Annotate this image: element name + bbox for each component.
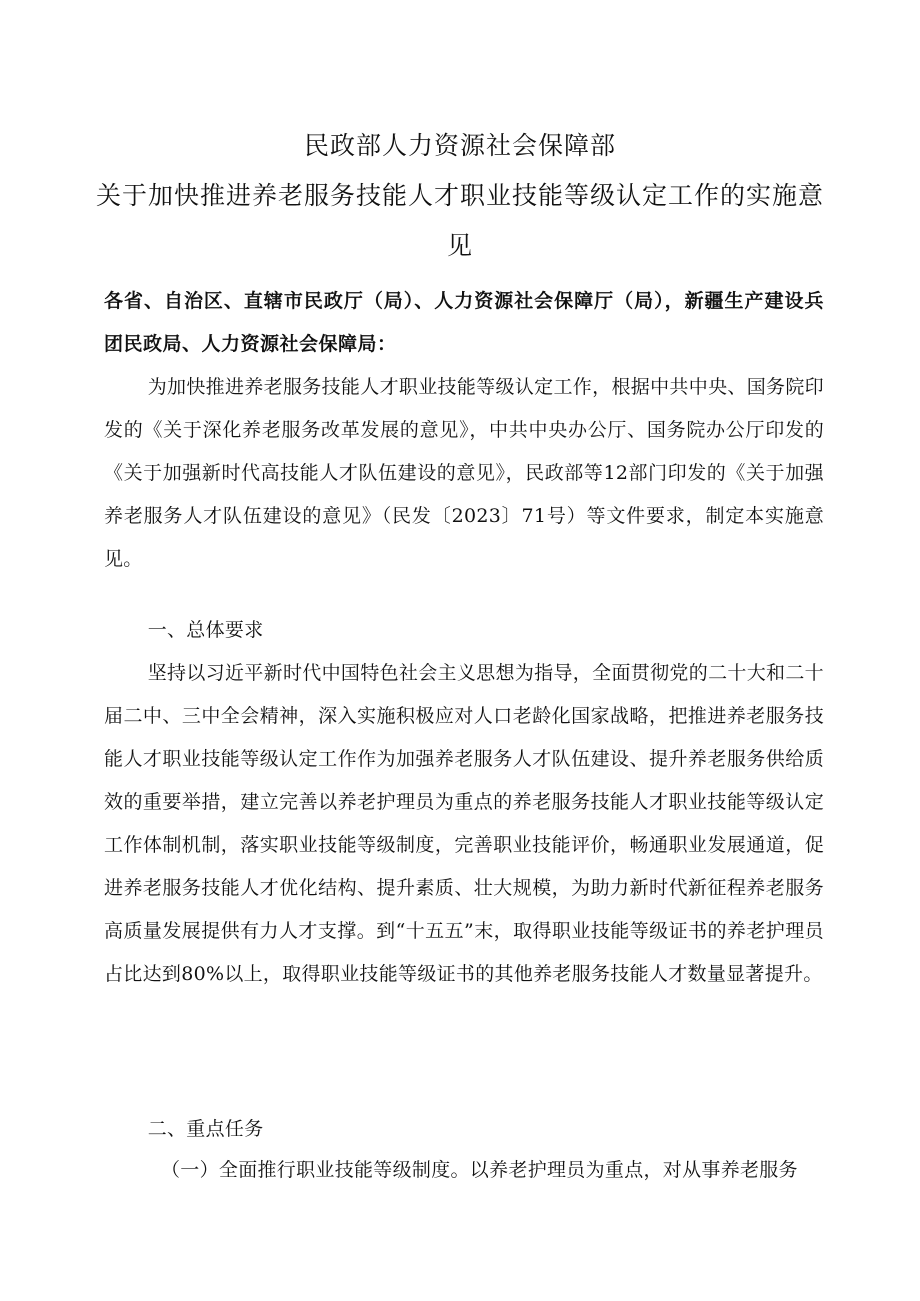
general-requirements-paragraph: 坚持以习近平新时代中国特色社会主义思想为指导，全面贯彻党的二十大和二十届二中、三中全会精神，深入实施积极应对人口老龄化国家战略，把推进养老服务技能人才职业技能等级认定工作作为加强养老服务人才队伍建设、提升养老服务供给质效的重要举措，建立完善以养老护理员为重点的养老服务技能人才职业技能等级认定工作体制机制，落实职业技能等级制度，完善职业技能评价，畅通职业发展通道，促进养老服务技能人才优化结构、提升素质、壮大规模，为助力新时代新征程养老服务高质量发展提供有力人才支撑。到“十五五”末，取得职业技能等级证书的养老护理员占比达到80%以上，取得职业技能等级证书的其他养老服务技能人才数量显著提升。 bbox=[104, 662, 824, 985]
intro-paragraph: 为加快推进养老服务技能人才职业技能等级认定工作，根据中共中央、国务院印发的《关于深化养老服务改革发展的意见》，中共中央办公厅、国务院办公厅印发的《关于加强新时代高技能人才队伍建设的意见》，民政部等12部门印发的《关于加强养老服务人才队伍建设的意见》（民发〔2023〕71号）等文件要求，制定本实施意见。 bbox=[104, 376, 824, 570]
document-title-line-3: 见 bbox=[446, 231, 473, 260]
section-heading-key-tasks: 二、重点任务 bbox=[147, 1118, 264, 1140]
addressee: 各省、自治区、直辖市民政厅（局）、人力资源社会保障厅（局），新疆生产建设兵团民政局、人力资源社会保障局： bbox=[104, 290, 824, 355]
document-title-line-2: 关于加快推进养老服务技能人才职业技能等级认定工作的实施意 bbox=[95, 181, 824, 210]
document-title-line-1: 民政部人力资源社会保障部 bbox=[303, 131, 616, 160]
key-tasks-paragraph: （一）全面推行职业技能等级制度。以养老护理员为重点，对从事养老服务 bbox=[161, 1159, 798, 1181]
section-heading-general-requirements: 一、总体要求 bbox=[147, 619, 264, 641]
